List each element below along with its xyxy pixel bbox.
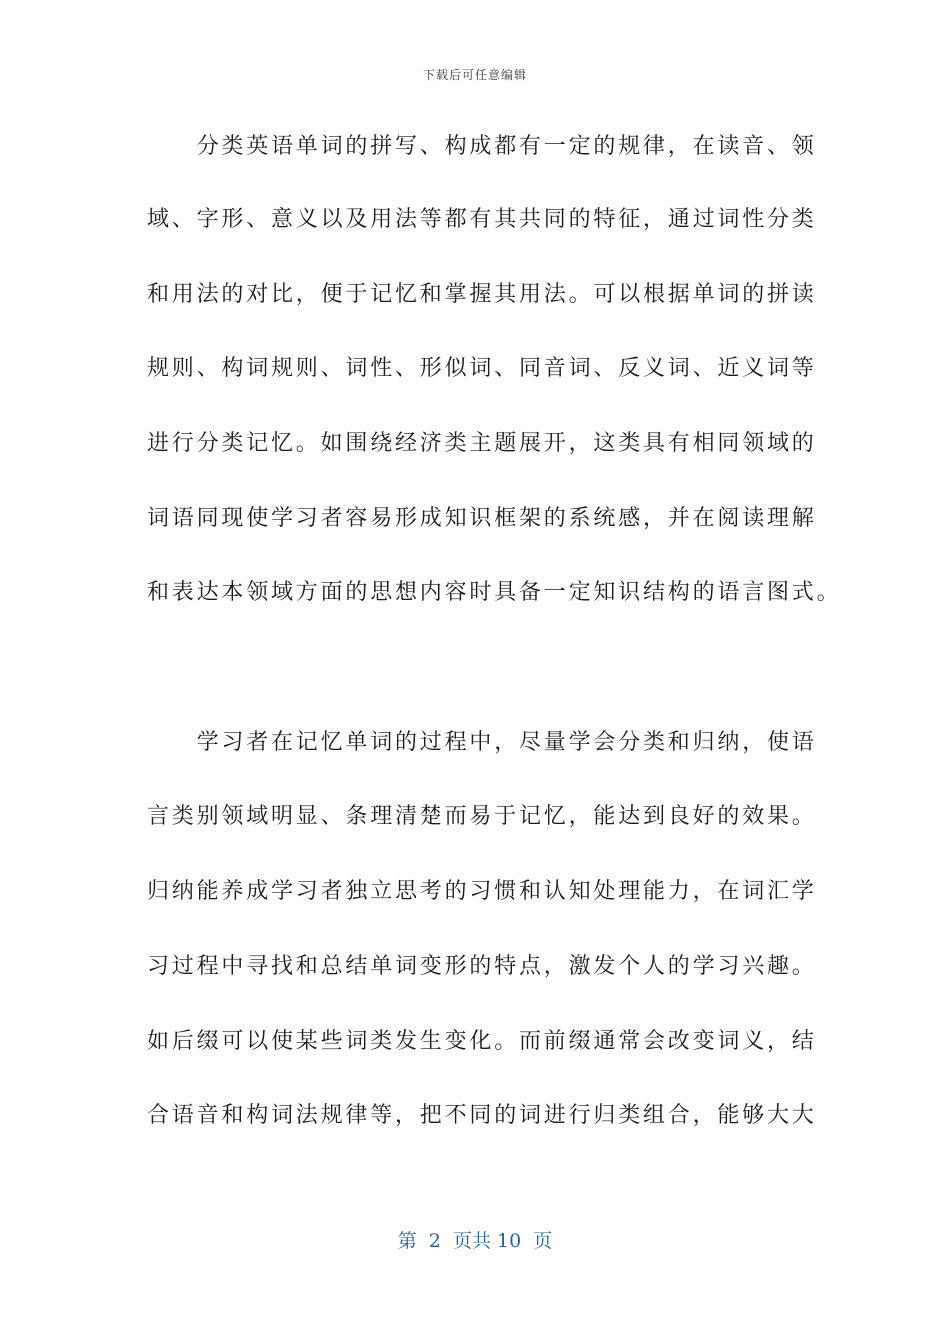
paragraph-line: 归纳能养成学习者独立思考的习惯和认知处理能力，在词汇学 (147, 879, 817, 904)
paragraph-line: 合语音和构词法规律等，把不同的词进行归类组合，能够大大 (147, 1103, 817, 1128)
paragraph-line: 分类英语单词的拼写、构成都有一定的规律，在读音、领 (147, 134, 817, 159)
page-header: 下载后可任意编辑 (422, 68, 527, 82)
paragraph-line: 进行分类记忆。如围绕经济类主题展开，这类具有相同领域的 (147, 431, 817, 456)
paragraph-line: 和表达本领域方面的思想内容时具备一定知识结构的语言图式。 (147, 580, 842, 605)
paragraph-line: 学习者在记忆单词的过程中，尽量学会分类和归纳，使语 (147, 730, 817, 755)
paragraph-line: 如后缀可以使某些词类发生变化。而前缀通常会改变词义，结 (147, 1029, 817, 1054)
page-number-footer: 第 2 页共 10 页 (397, 1230, 553, 1252)
paragraph-line: 和用法的对比，便于记忆和掌握其用法。可以根据单词的拼读 (147, 282, 817, 307)
paragraph-line: 习过程中寻找和总结单词变形的特点，激发个人的学习兴趣。 (147, 954, 817, 979)
paragraph-line: 域、字形、意义以及用法等都有其共同的特征，通过词性分类 (147, 207, 817, 232)
paragraph-line: 言类别领域明显、条理清楚而易于记忆，能达到良好的效果。 (147, 804, 817, 829)
paragraph-line: 规则、构词规则、词性、形似词、同音词、反义词、近义词等 (147, 356, 817, 381)
paragraph-line: 词语同现使学习者容易形成知识框架的系统感，并在阅读理解 (147, 506, 817, 531)
